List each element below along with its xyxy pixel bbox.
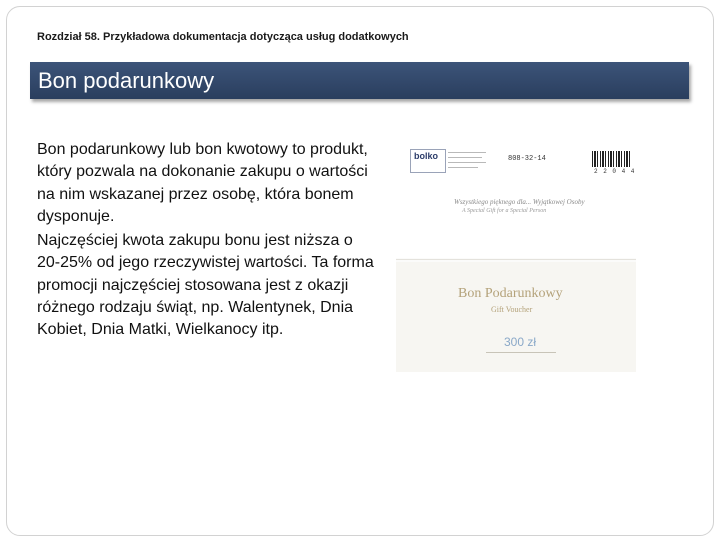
slide-title: Bon podarunkowy bbox=[38, 68, 215, 93]
voucher-title: Bon Podarunkowy bbox=[458, 286, 563, 301]
voucher-divider bbox=[396, 259, 636, 260]
amount-underline bbox=[486, 352, 556, 353]
voucher-code: 808-32-14 bbox=[508, 155, 546, 163]
fine-print-line bbox=[448, 167, 478, 168]
body-text bbox=[37, 139, 377, 342]
fine-print-line bbox=[448, 162, 486, 163]
voucher-amount: 300 zł bbox=[504, 335, 537, 349]
voucher-subtitle: Gift Voucher bbox=[491, 305, 533, 314]
fine-print-line bbox=[448, 152, 486, 153]
paragraph-pricing: Najczęściej kwota zakupu bonu jest niższa o 20-25% od jego rzeczywistej wartości. Ta forma promocji najczęściej stosowana jest z okazji różnego rodzaju świąt, np. Walentynek, Dnia Kobiet, Dnia Matki, Wielkanocy itp. bbox=[37, 232, 374, 339]
voucher-wish-line: Wszystkiego pięknego dla... Wyjątkowej Osoby bbox=[454, 198, 585, 206]
title-bar bbox=[30, 62, 689, 99]
barcode-number: 2 2 0 4 4 bbox=[594, 168, 636, 175]
voucher-image bbox=[396, 140, 636, 372]
voucher-wish-subline: A Special Gift for a Special Person bbox=[462, 208, 547, 214]
barcode-icon bbox=[592, 151, 632, 167]
fine-print-line bbox=[448, 157, 482, 158]
paragraph-definition: Bon podarunkowy lub bon kwotowy to produkt, który pozwala na dokonanie zakupu o wartości na nim wskazanej przez osobę, która bonem dysponuje. bbox=[37, 141, 368, 225]
voucher-logo-text: bolko bbox=[414, 151, 438, 161]
chapter-heading: Rozdział 58. Przykładowa dokumentacja dotycząca usług dodatkowych bbox=[37, 31, 409, 43]
voucher-logo bbox=[410, 149, 446, 173]
voucher-bottom-panel bbox=[396, 262, 636, 372]
